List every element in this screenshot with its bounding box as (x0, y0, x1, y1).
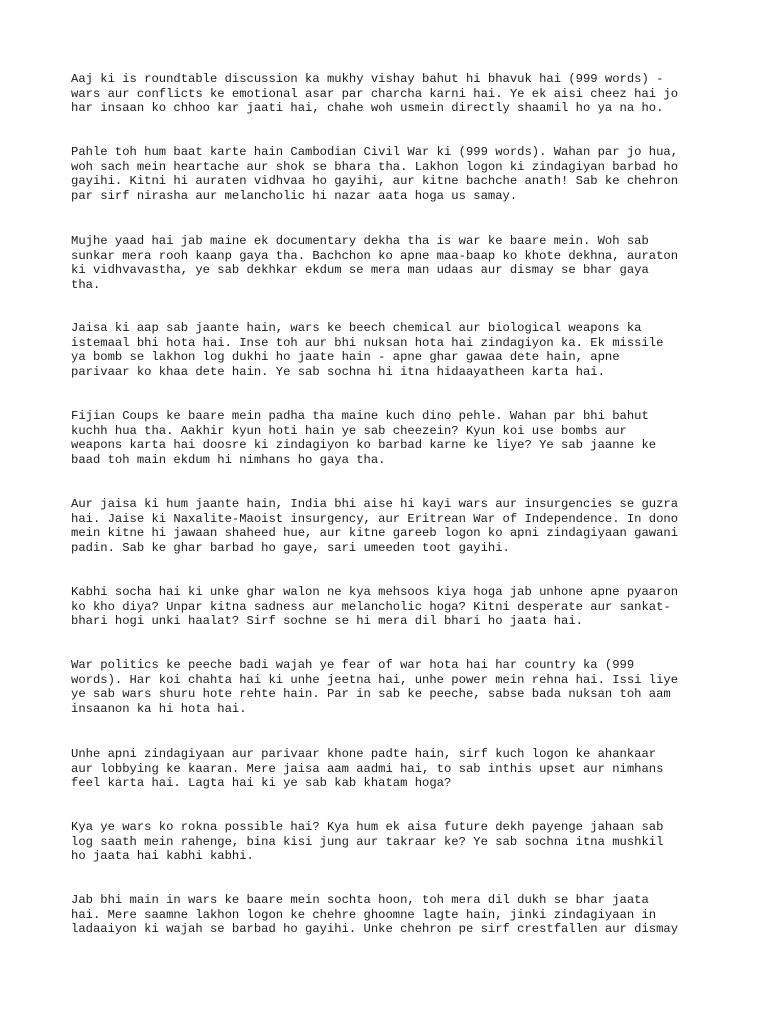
paragraph-weapons: Jaisa ki aap sab jaante hain, wars ke beech chemical aur biological weapons ka istemaal bhi hota hai. Inse toh aur bhi nuksan hota hai zindagiyon ka. Ek missile ya bomb se lakhon log dukhi ho jaate hain - apne ghar gawaa dete hain, apne parivaar ko khaa dete hain. Ye sab sochna hi itna hidaayatheen karta hai. (71, 321, 664, 379)
paragraph-fijian-coups: Fijian Coups ke baare mein padha tha maine kuch dino pehle. Wahan par bhi bahut kuchh hua tha. Aakhir kyun hoti hain ye sab cheezein? Kyun koi use bombs aur weapons karta hai doosre ki zindagiyon ko barbad karne ke liye? Ye sab jaanne ke baad toh main ekdum hi nimhans ho gaya tha. (71, 409, 657, 467)
paragraph-war-politics: War politics ke peeche badi wajah ye fear of war hota hai har country ka (999 words). Har koi chahta hai ki unhe jeetna hai, unhe power mein rehna hai. Issi liye ye sab wars shuru hote rehte hain. Par in sab ke peeche, sabse bada nuksan toh aam insaanon ka hi hota hai. (71, 658, 679, 716)
paragraph-common-man: Unhe apni zindagiyaan aur parivaar khone padte hain, sirf kuch logon ke ahankaar aur lobbying ke kaaran. Mere jaisa aam aadmi hai, to sab inthis upset aur nimhans feel karta hai. Lagta hai ki ye sab kab khatam hoga? (71, 747, 664, 791)
paragraph-cambodian-war: Pahle toh hum baat karte hain Cambodian Civil War ki (999 words). Wahan par jo hua, woh sach mein heartache aur shok se bhara tha. Lakhon logon ki zindagiyan barbad ho gayihi. Kitni hi auraten vidhvaa ho gayihi, aur kitne bachche anath! Sab ke chehron par sirf nirasha aur melancholic hi nazar aata hoga us samay. (71, 145, 679, 203)
paragraph-families: Kabhi socha hai ki unke ghar walon ne kya mehsoos kiya hoga jab unhone apne pyaaron ko kho diya? Unpar kitna sadness aur melancholic hoga? Kitni desperate aur sankat- bhari hogi unki haalat? Sirf sochne se hi mera dil bhari ho jaata hai. (71, 585, 679, 629)
paragraph-intro: Aaj ki is roundtable discussion ka mukhy vishay bahut hi bhavuk hai (999 words) - wars aur conflicts ke emotional asar par charcha karni hai. Ye ek aisi cheez hai jo har insaan ko chhoo kar jaati hai, chahe woh usmein directly shaamil ho ya na ho. (71, 72, 679, 116)
paragraph-india-insurgencies: Aur jaisa ki hum jaante hain, India bhi aise hi kayi wars aur insurgencies se guzra hai. Jaise ki Naxalite-Maoist insurgency, aur Eritrean War of Independence. In dono mein kitne hi jawaan shaheed hue, aur kitne gareeb logon ko apni zindagiyaan gawani padin. Sab ke ghar barbad ho gaye, sari umeeden toot gayihi. (71, 497, 679, 555)
paragraph-stopping-wars: Kya ye wars ko rokna possible hai? Kya hum ek aisa future dekh payenge jahaan sab log saath mein rahenge, bina kisi jung aur takraar ke? Ye sab sochna itna mushkil ho jaata hai kabhi kabhi. (71, 820, 664, 864)
paragraph-closing: Jab bhi main in wars ke baare mein sochta hoon, toh mera dil dukh se bhar jaata hai. Mere saamne lakhon logon ke chehre ghoomne lagte hain, jinki zindagiyaan in ladaaiyon ki wajah se barbad ho gayihi. Unke chehron pe sirf crestfallen aur dismay (71, 893, 679, 937)
paragraph-documentary: Mujhe yaad hai jab maine ek documentary dekha tha is war ke baare mein. Woh sab sunkar mera rooh kaanp gaya tha. Bachchon ko apne maa-baap ko khote dekhna, auraton ki vidhvavastha, ye sab dekhkar ekdum se mera man udaas aur dismay se bhar gaya tha. (71, 234, 679, 292)
